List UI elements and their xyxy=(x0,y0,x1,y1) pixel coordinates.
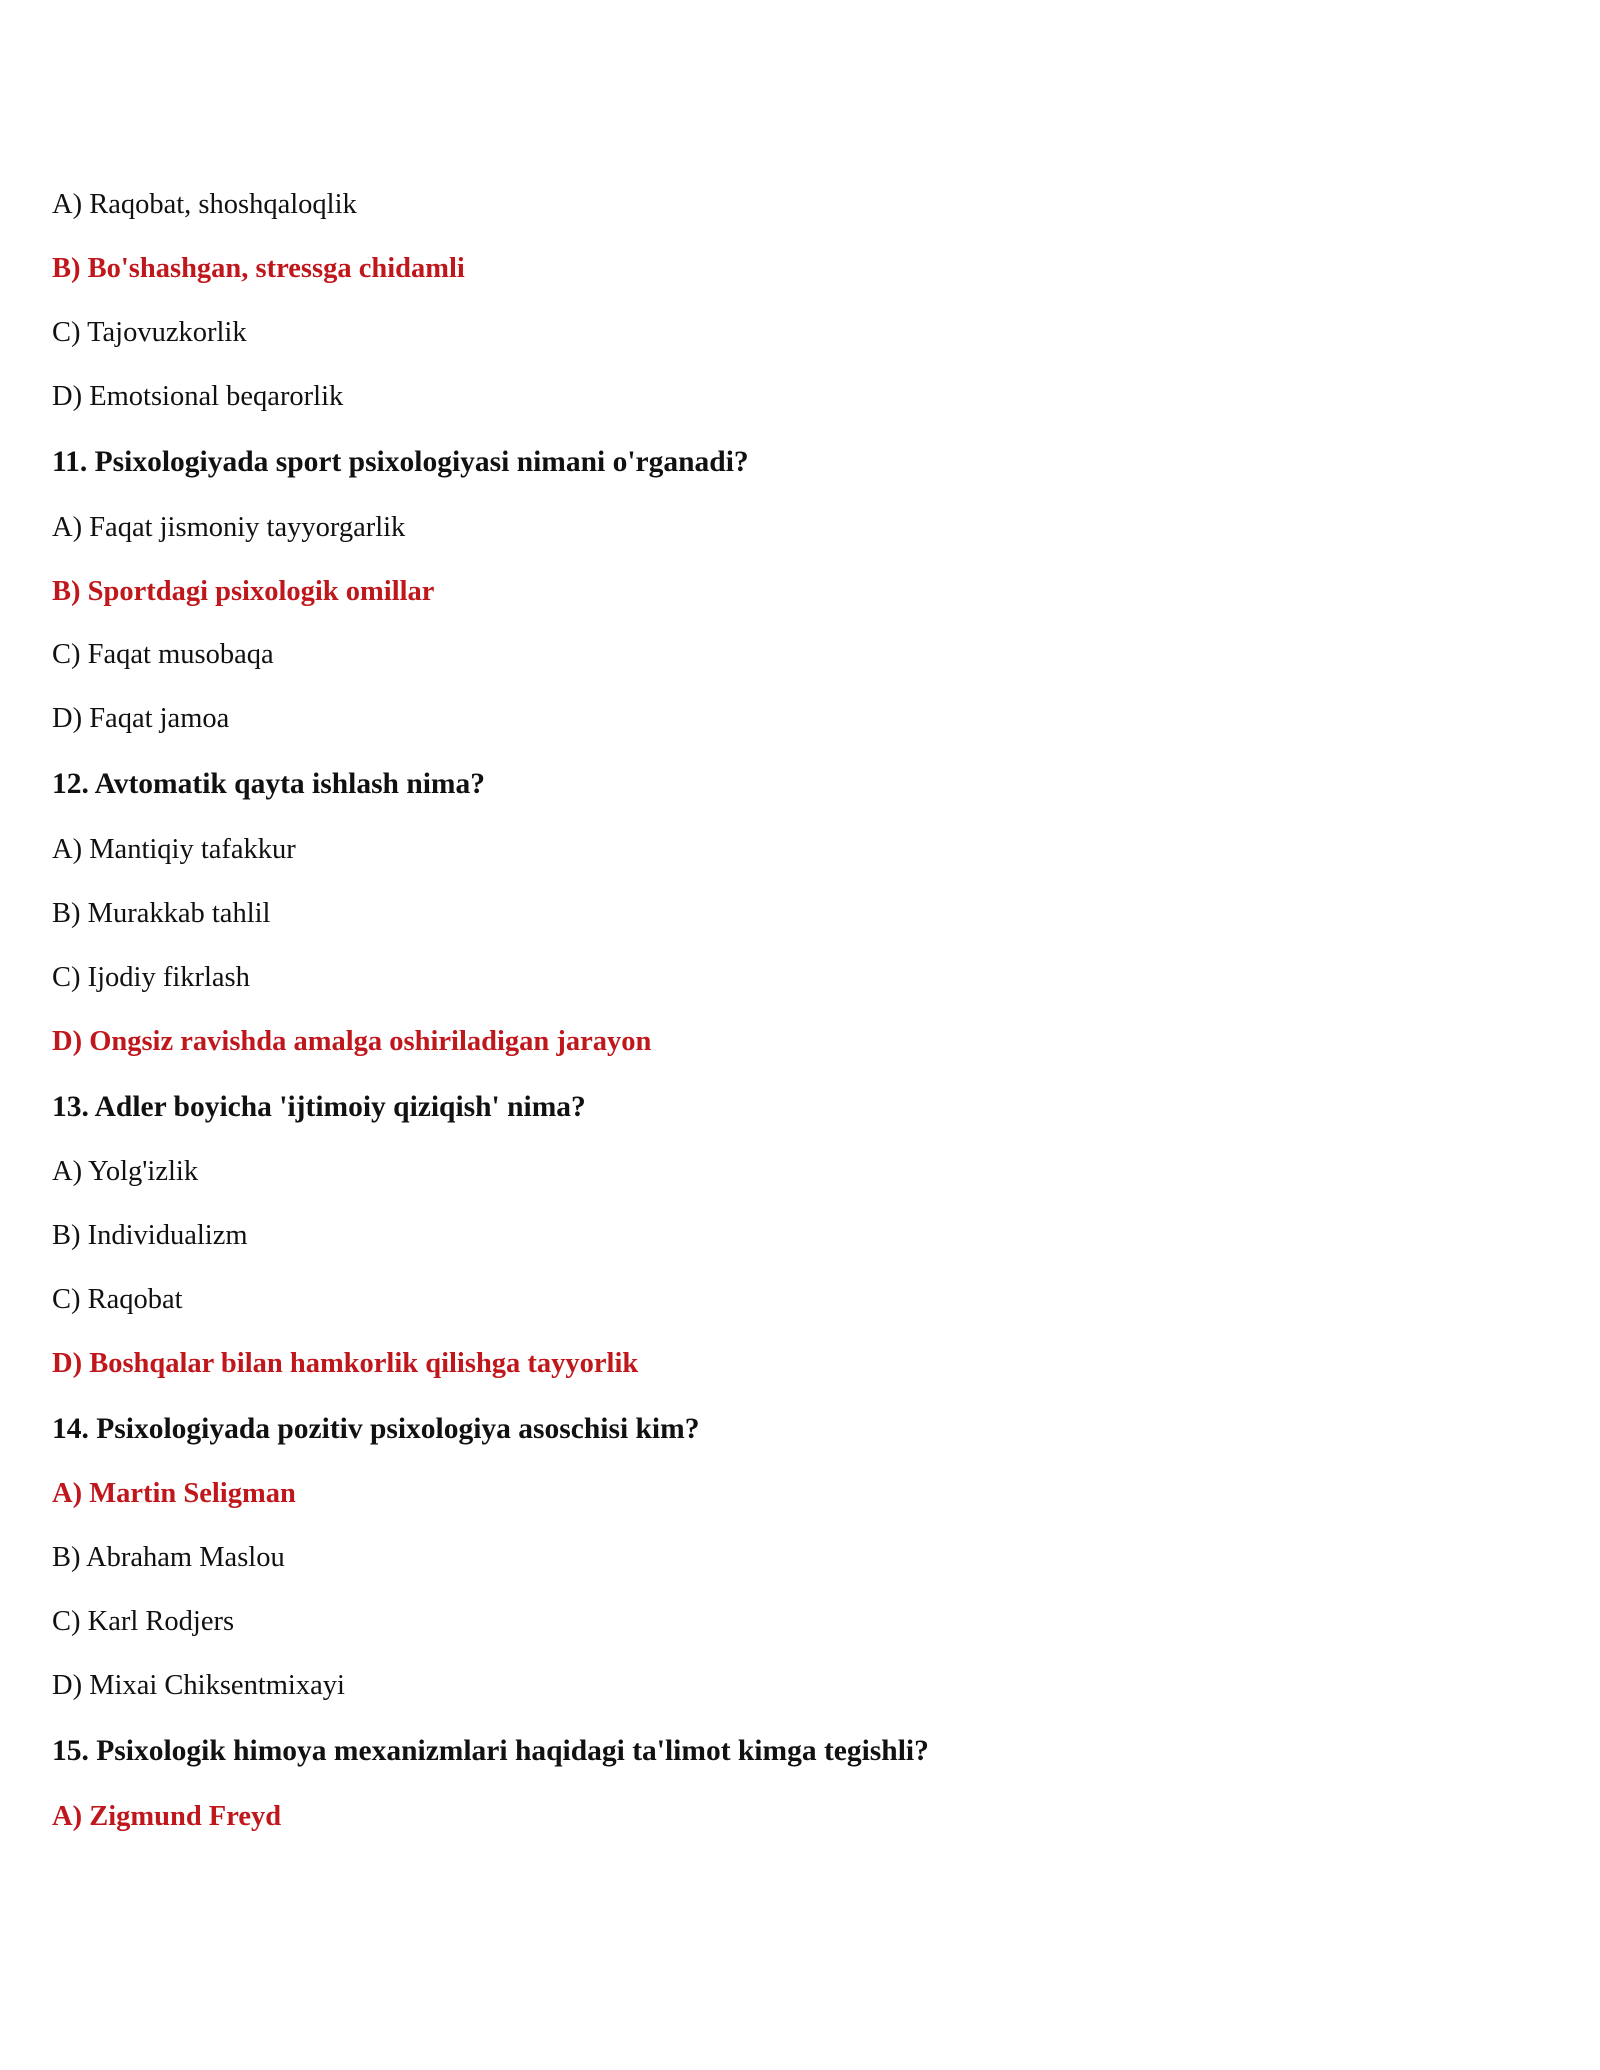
option-12a: A) Mantiqiy tafakkur xyxy=(52,834,296,865)
question-12: 12. Avtomatik qayta ishlash nima? xyxy=(52,768,486,800)
correct-option-10b: B) Bo'shashgan, stressga chidamli xyxy=(52,253,465,284)
question-11: 11. Psixologiyada sport psixologiyasi nimani o'rganadi? xyxy=(52,446,749,478)
option-11c: C) Faqat musobaqa xyxy=(52,639,274,670)
correct-option-14a: A) Martin Seligman xyxy=(52,1478,296,1509)
correct-option-13d: D) Boshqalar bilan hamkorlik qilishga tayyorlik xyxy=(52,1348,639,1379)
option-10c: C) Tajovuzkorlik xyxy=(52,317,247,348)
question-15: 15. Psixologik himoya mexanizmlari haqidagi ta'limot kimga tegishli? xyxy=(52,1735,929,1767)
correct-option-15a: A) Zigmund Freyd xyxy=(52,1801,282,1832)
question-14: 14. Psixologiyada pozitiv psixologiya asoschisi kim? xyxy=(52,1413,700,1445)
option-12b: B) Murakkab tahlil xyxy=(52,898,271,929)
option-13c: C) Raqobat xyxy=(52,1284,183,1315)
correct-option-12d: D) Ongsiz ravishda amalga oshiriladigan jarayon xyxy=(52,1026,652,1057)
option-10d: D) Emotsional beqarorlik xyxy=(52,381,344,412)
correct-option-11b: B) Sportdagi psixologik omillar xyxy=(52,576,435,607)
option-14b: B) Abraham Maslou xyxy=(52,1542,285,1573)
option-11a: A) Faqat jismoniy tayyorgarlik xyxy=(52,512,406,543)
option-13a: A) Yolg'izlik xyxy=(52,1156,199,1187)
question-13: 13. Adler boyicha 'ijtimoiy qiziqish' nima? xyxy=(52,1091,586,1123)
option-11d: D) Faqat jamoa xyxy=(52,703,230,734)
option-12c: C) Ijodiy fikrlash xyxy=(52,962,250,993)
option-14d: D) Mixai Chiksentmixayi xyxy=(52,1670,345,1701)
option-14c: C) Karl Rodjers xyxy=(52,1606,235,1637)
option-10a: A) Raqobat, shoshqaloqlik xyxy=(52,189,357,220)
option-13b: B) Individualizm xyxy=(52,1220,248,1251)
